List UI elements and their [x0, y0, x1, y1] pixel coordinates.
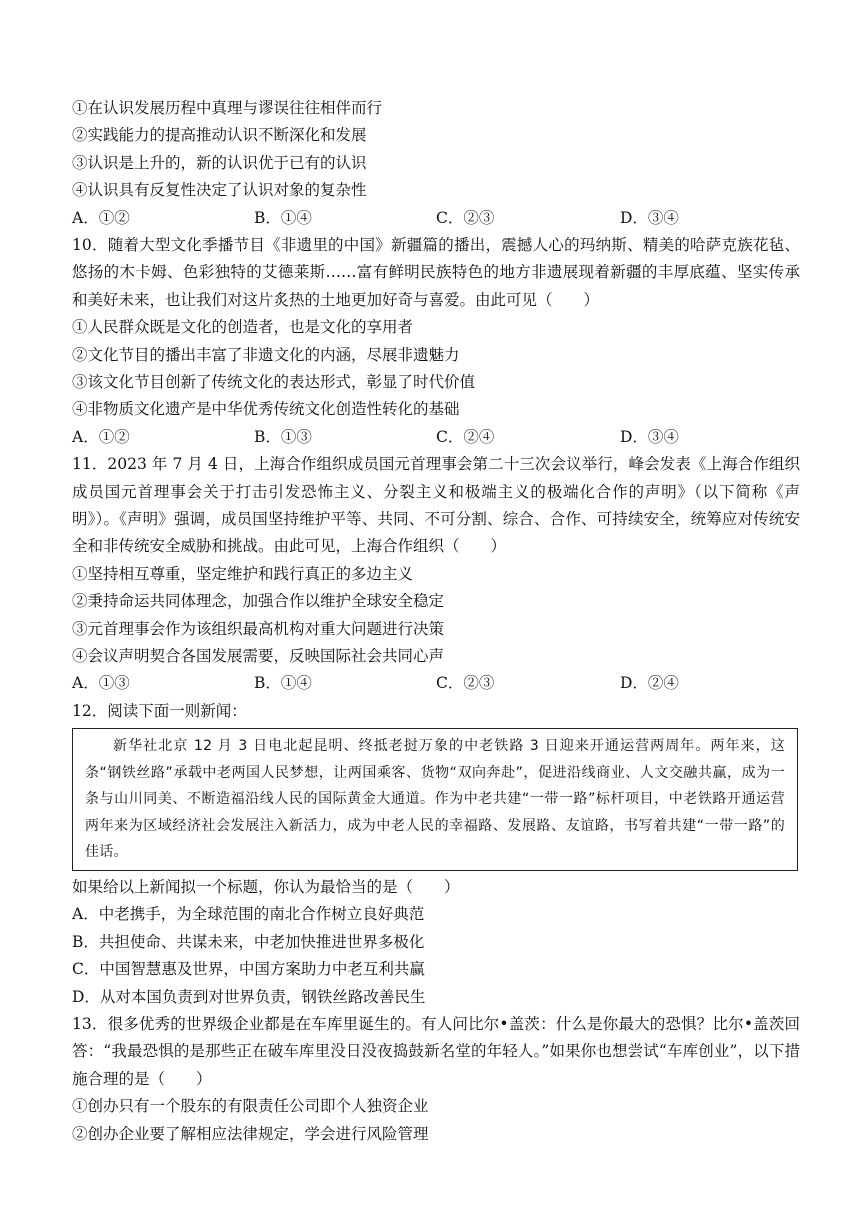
q12-option-d: D．从对本国负责到对世界负责，钢铁丝路改善民生: [72, 987, 426, 1006]
news-excerpt-box: 新华社北京 12 月 3 日电北起昆明、终抵老挝万象的中老铁路 3 日迎来开通运营两周年。两年来，这条“钢铁丝路”承载中老两国人民梦想，让两国乘客、货物“双向奔赴”，促进沿线商业、人文交融共赢，成为一条与山川同美、不断造福沿线人民的国际黄金大通道。作为中老共建“一带一路”标杆项目，中老铁路开通运营两年来为区域经济社会发展注入新活力，成为中老人民的幸福路、发展路、友谊路，书写着共建“一带一路”的佳话。: [72, 728, 798, 871]
q10-choice-a: A．①②: [72, 427, 130, 446]
q11-statement-3: ③元首理事会作为该组织最高机构对重大问题进行决策: [72, 619, 445, 638]
q10-choices: [72, 424, 800, 451]
question-10: [72, 232, 800, 451]
q9-statement-1: ①在认识发展历程中真理与谬误往往相伴而行: [72, 99, 383, 117]
q10-stem: 10．随着大型文化季播节目《非遗里的中国》新疆篇的播出，震撼人心的玛纳斯、精美的哈萨克族花毡、悠扬的木卡姆、色彩独特的艾德莱斯……富有鲜明民族特色的地方非遗展现着新疆的丰厚底蕴、坚实传承和美好未来，也让我们对这片炙热的土地更加好奇与喜爱。由此可见（ ）: [72, 235, 800, 309]
q10-statement-2: ②文化节目的播出丰富了非遗文化的内涵，尽展非遗魅力: [72, 345, 460, 364]
q9-choice-d: D．③④: [620, 208, 679, 227]
question-12: [72, 698, 800, 1011]
q9-choice-a: A．①②: [72, 208, 130, 227]
question-9: [72, 95, 800, 232]
q13-statement-2: ②创办企业要了解相应法律规定，学会进行风险管理: [72, 1124, 429, 1143]
q11-choices: [72, 670, 800, 697]
q10-statement-3: ③该文化节目创新了传统文化的表达形式，彰显了时代价值: [72, 372, 476, 391]
q11-statement-2: ②秉持命运共同体理念，加强合作以维护全球安全稳定: [72, 592, 445, 611]
q12-option-c: C．中国智慧惠及世界，中国方案助力中老互利共赢: [72, 960, 425, 979]
q9-choices: [72, 205, 800, 232]
q13-stem: 13．很多优秀的世界级企业都是在车库里诞生的。有人问比尔•盖茨：什么是你最大的恐惧？比尔•盖茨回答：“我最恐惧的是那些正在破车库里没日没夜捣鼓新名堂的年轻人。”如果你也想尝试“车库创业”，以下措施合理的是（ ）: [72, 1015, 800, 1088]
q11-choice-d: D．②④: [620, 674, 679, 693]
q10-statement-4: ④非物质文化遗产是中华优秀传统文化创造性转化的基础: [72, 400, 460, 419]
q12-stem: 12．阅读下面一则新闻：: [72, 701, 247, 720]
question-13: [72, 1011, 800, 1148]
q10-choice-d: D．③④: [620, 427, 679, 446]
q11-statement-4: ④会议声明契合各国发展需要，反映国际社会共同心声: [72, 646, 445, 665]
q10-choice-b: B．①③: [254, 427, 312, 446]
q11-choice-b: B．①④: [254, 674, 312, 693]
q9-statement-4: ④认识具有反复性决定了认识对象的复杂性: [72, 181, 367, 200]
q10-statement-1: ①人民群众既是文化的创造者，也是文化的享用者: [72, 318, 414, 337]
q11-choice-c: C．②③: [436, 674, 495, 693]
q9-choice-b: B．①④: [254, 208, 312, 227]
q13-statement-1: ①创办只有一个股东的有限责任公司即个人独资企业: [72, 1097, 429, 1116]
q12-option-b: B．共担使命、共谋未来，中老加快推进世界多极化: [72, 932, 425, 951]
q9-choice-c: C．②③: [436, 208, 495, 227]
q11-stem: 11．2023 年 7 月 4 日，上海合作组织成员国元首理事会第二十三次会议举行，峰会发表《上海合作组织成员国元首理事会关于打击引发恐怖主义、分裂主义和极端主义的极端化合作的声明》（以下简称《声明》）。《声明》强调，成员国坚持维护平等、共同、不可分割、综合、合作、可持续安全，统筹应对传统安全和非传统安全威胁和挑战。由此可见，上海合作组织（ ）: [72, 455, 800, 556]
q12-option-a: A．中老携手，为全球范围的南北合作树立良好典范: [72, 905, 425, 924]
q11-statement-1: ①坚持相互尊重，坚定维护和践行真正的多边主义: [72, 564, 414, 583]
q9-statement-3: ③认识是上升的，新的认识优于已有的认识: [72, 153, 367, 172]
q9-statement-2: ②实践能力的提高推动认识不断深化和发展: [72, 126, 367, 145]
q11-choice-a: A．①③: [72, 674, 130, 693]
q10-choice-c: C．②④: [436, 427, 495, 446]
exam-page: [72, 95, 800, 1148]
question-11: [72, 451, 800, 698]
q12-question: 如果给以上新闻拟一个标题，你认为最恰当的是（ ）: [72, 878, 460, 897]
